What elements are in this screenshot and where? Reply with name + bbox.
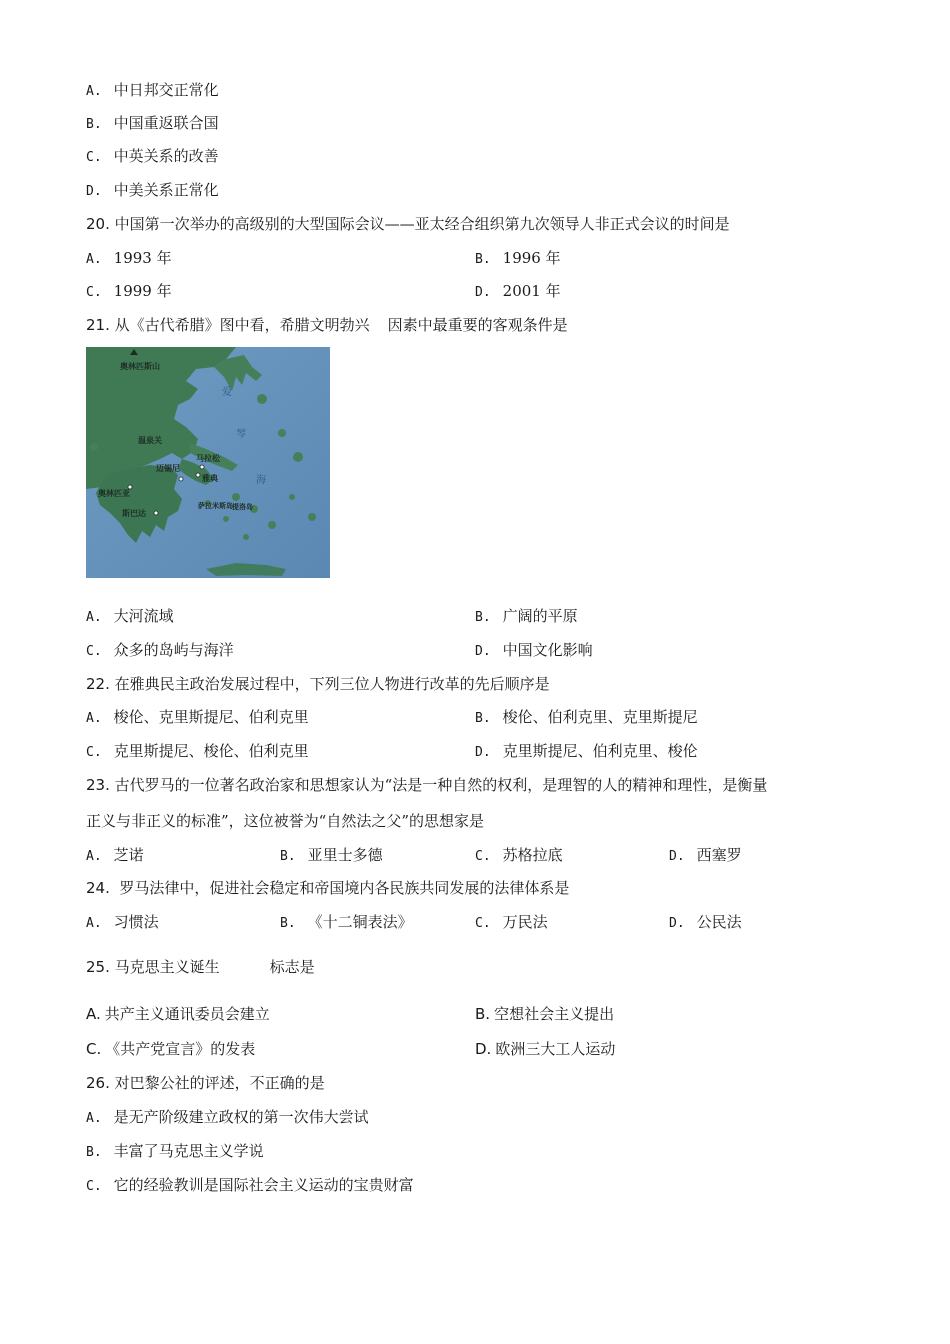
q26-option-b: B. 丰富了马克思主义学说 <box>86 1142 264 1160</box>
q23-stem-line-1: 23. 古代罗马的一位著名政治家和思想家认为“法是一种自然的权利，是理智的人的精神和理性，是衡量 <box>86 776 768 794</box>
q26-option-a: A. 是无产阶级建立政权的第一次伟大尝试 <box>86 1108 369 1126</box>
island <box>223 516 229 522</box>
island <box>90 443 98 451</box>
island <box>232 493 240 501</box>
q22-option-a: A. 梭伦、克里斯提尼、伯利克里 <box>86 708 309 726</box>
q23-option-b: B. 亚里士多德 <box>280 846 383 864</box>
q21-option-b: B. 广阔的平原 <box>475 607 578 625</box>
q19-option-c: C. 中英关系的改善 <box>86 147 219 165</box>
label-olympia: 奥林匹亚 <box>98 489 130 498</box>
ancient-greece-map <box>86 347 330 578</box>
sea-label-2: 琴 <box>236 429 246 440</box>
q23-stem-line-2: 正义与非正义的标准”，这位被誉为“自然法之父”的思想家是 <box>86 812 485 830</box>
island <box>268 521 276 529</box>
q22-option-b: B. 梭伦、伯利克里、克里斯提尼 <box>475 708 698 726</box>
q25-option-a: A. 共产主义通讯委员会建立 <box>86 1005 270 1023</box>
q21-option-d: D. 中国文化影响 <box>475 641 593 659</box>
island <box>293 452 303 462</box>
label-thermopylae: 温泉关 <box>138 436 162 445</box>
city-marker-marathon <box>200 465 204 469</box>
q25-option-d: D. 欧洲三大工人运动 <box>475 1040 616 1058</box>
q24-option-b: B. 《十二铜表法》 <box>280 913 413 931</box>
q19-option-d: D. 中美关系正常化 <box>86 181 219 199</box>
q22-stem: 22. 在雅典民主政治发展过程中，下列三位人物进行改革的先后顺序是 <box>86 675 550 693</box>
city-marker-mycenae <box>179 477 183 481</box>
island <box>289 494 295 500</box>
q20-option-d: D. 2001 年 <box>475 282 561 300</box>
island <box>243 534 249 540</box>
q20-option-a: A. 1993 年 <box>86 249 172 267</box>
q21-stem: 21. 从《古代希腊》图中看，希腊文明勃兴 因素中最重要的客观条件是 <box>86 316 568 334</box>
q20-option-c: C. 1999 年 <box>86 282 172 300</box>
q26-stem: 26. 对巴黎公社的评述，不正确的是 <box>86 1074 325 1092</box>
q23-option-c: C. 苏格拉底 <box>475 846 563 864</box>
q25-option-c: C. 《共产党宣言》的发表 <box>86 1040 256 1058</box>
island <box>257 394 267 404</box>
q26-option-c: C. 它的经验教训是国际社会主义运动的宝贵财富 <box>86 1176 414 1194</box>
q24-stem: 24. 罗马法律中，促进社会稳定和帝国境内各民族共同发展的法律体系是 <box>86 879 570 897</box>
island <box>308 513 316 521</box>
sea-label-3: 海 <box>256 475 266 486</box>
q20-option-b: B. 1996 年 <box>475 249 561 267</box>
label-sparta: 斯巴达 <box>122 509 146 518</box>
q21-option-a: A. 大河流域 <box>86 607 174 625</box>
q23-option-a: A. 芝诺 <box>86 846 144 864</box>
label-mycenae: 迈锡尼 <box>156 464 180 473</box>
island <box>278 429 286 437</box>
q23-option-d: D. 西塞罗 <box>669 846 742 864</box>
city-marker-sparta <box>154 511 158 515</box>
q22-option-c: C. 克里斯提尼、梭伦、伯利克里 <box>86 742 309 760</box>
q20-stem: 20. 中国第一次举办的高级别的大型国际会议——亚太经合组织第九次领导人非正式会议的时间是 <box>86 215 730 233</box>
label-salamis: 萨拉米斯岛 <box>198 502 233 510</box>
sea-label-1: 爱 <box>222 387 232 398</box>
q25-stem: 25. 马克思主义诞生 标志是 <box>86 958 315 976</box>
q24-option-c: C. 万民法 <box>475 913 548 931</box>
label-mount-olympus: 奥林匹斯山 <box>120 362 160 371</box>
city-marker-athens <box>196 473 200 477</box>
q24-option-d: D. 公民法 <box>669 913 742 931</box>
q19-option-a: A. 中日邦交正常化 <box>86 81 219 99</box>
q22-option-d: D. 克里斯提尼、伯利克里、梭伦 <box>475 742 698 760</box>
label-athens: 雅典 <box>202 474 218 483</box>
q25-option-b: B. 空想社会主义提出 <box>475 1005 615 1023</box>
q21-option-c: C. 众多的岛屿与海洋 <box>86 641 234 659</box>
q19-option-b: B. 中国重返联合国 <box>86 114 219 132</box>
label-marathon: 马拉松 <box>196 454 220 463</box>
q24-option-a: A. 习惯法 <box>86 913 159 931</box>
label-delos: 提洛岛 <box>232 503 253 511</box>
